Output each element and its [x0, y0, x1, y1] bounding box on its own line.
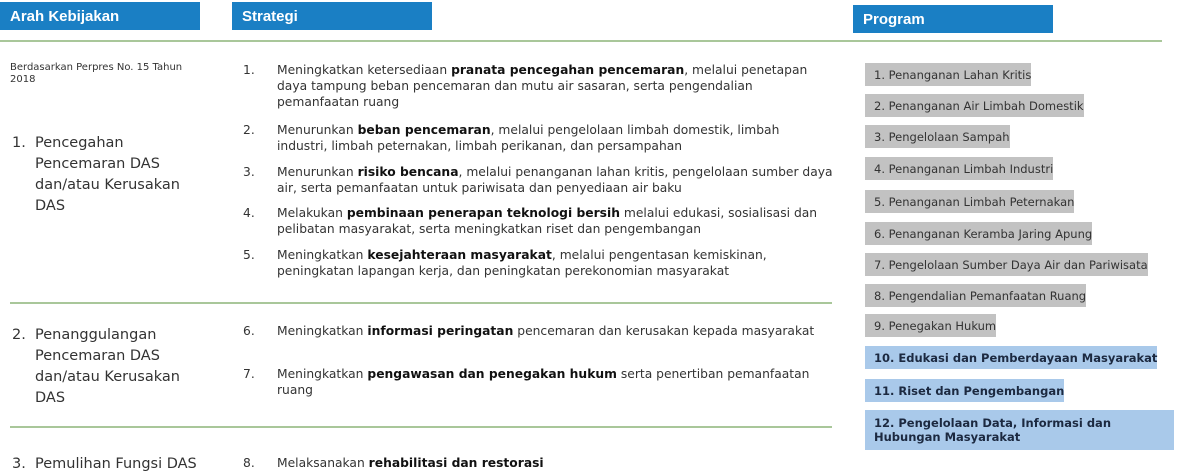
program-item: 2. Penanganan Air Limbah Domestik [865, 94, 1084, 117]
strategi-number: 7. [243, 367, 255, 381]
arah-number: 3. [12, 456, 26, 472]
arah-text: Pencegahan Pencemaran DAS dan/atau Kerusakan DAS [35, 135, 180, 214]
program-item: 1. Penanganan Lahan Kritis [865, 63, 1031, 86]
strategi-text: Meningkatkan kesejahteraan masyarakat, melalui pengentasan kemiskinan, peningkatan lapangan kerja, dan peningkatan perekonomian masyarakat [277, 248, 767, 278]
arah-number: 1. [12, 135, 26, 151]
strategi-text: Meningkatkan ketersediaan pranata pencegahan pencemaran, melalui penetapan daya tampung beban pencemaran dan mutu air sasaran, serta pengendalian pemanfaatan ruang [277, 63, 808, 109]
program-item: 10. Edukasi dan Pemberdayaan Masyarakat [865, 346, 1157, 369]
legal-basis-note: Berdasarkan Perpres No. 15 Tahun 2018 [10, 62, 183, 85]
header-arah-kebijakan: Arah Kebijakan [0, 2, 200, 30]
strategi-number: 8. [243, 456, 255, 470]
arah-text: Penanggulangan Pencemaran DAS dan/atau Kerusakan DAS [35, 327, 180, 406]
section-divider-1 [10, 302, 832, 304]
strategi-item [243, 247, 833, 279]
program-item: 7. Pengelolaan Sumber Daya Air dan Pariwisata [865, 253, 1148, 276]
program-item: 8. Pengendalian Pemanfaatan Ruang [865, 284, 1086, 307]
strategi-item [243, 455, 833, 471]
program-item: 12. Pengelolaan Data, Informasi dan Hubungan Masyarakat [865, 410, 1174, 450]
strategi-item [243, 164, 833, 196]
arah-number: 2. [12, 327, 26, 343]
strategi-number: 5. [243, 248, 255, 262]
program-item: 11. Riset dan Pengembangan [865, 379, 1064, 402]
arah-item [12, 325, 210, 409]
header-program: Program [853, 5, 1053, 33]
strategi-text: Meningkatkan informasi peringatan pencemaran dan kerusakan kepada masyarakat [277, 324, 815, 338]
strategi-number: 3. [243, 165, 255, 179]
header-strategi: Strategi [232, 2, 432, 30]
program-item: 4. Penanganan Limbah Industri [865, 157, 1053, 180]
top-divider [0, 40, 1162, 42]
program-item: 3. Pengelolaan Sampah [865, 125, 1010, 148]
strategi-text: Melakukan pembinaan penerapan teknologi bersih melalui edukasi, sosialisasi dan pelibatan masyarakat, serta meningkatkan riset dan pengembangan [277, 206, 818, 236]
arah-text: Pemulihan Fungsi DAS [35, 456, 197, 472]
section-divider-2 [10, 426, 832, 428]
strategi-number: 2. [243, 123, 255, 137]
arah-item [12, 454, 235, 472]
strategi-text: Melaksanakan rehabilitasi dan restorasi [277, 456, 544, 470]
strategi-item [243, 62, 833, 110]
strategi-item [243, 205, 833, 237]
strategi-text: Menurunkan risiko bencana, melalui penanganan lahan kritis, pengelolaan sumber daya air, serta pemanfaatan untuk pariwisata dan penyediaan air baku [277, 165, 833, 195]
program-item: 9. Penegakan Hukum [865, 314, 996, 337]
program-item: 5. Penanganan Limbah Peternakan [865, 190, 1074, 213]
strategi-number: 6. [243, 324, 255, 338]
strategi-item [243, 323, 833, 339]
strategi-text: Meningkatkan pengawasan dan penegakan hukum serta penertiban pemanfaatan ruang [277, 367, 810, 397]
strategi-number: 4. [243, 206, 255, 220]
program-item: 6. Penanganan Keramba Jaring Apung [865, 222, 1092, 245]
strategi-number: 1. [243, 63, 255, 77]
strategi-text: Menurunkan beban pencemaran, melalui pengelolaan limbah domestik, limbah industri, limbah peternakan, limbah perikanan, dan persampahan [277, 123, 780, 153]
strategi-item [243, 366, 833, 398]
arah-item [12, 133, 210, 217]
strategi-item [243, 122, 833, 154]
